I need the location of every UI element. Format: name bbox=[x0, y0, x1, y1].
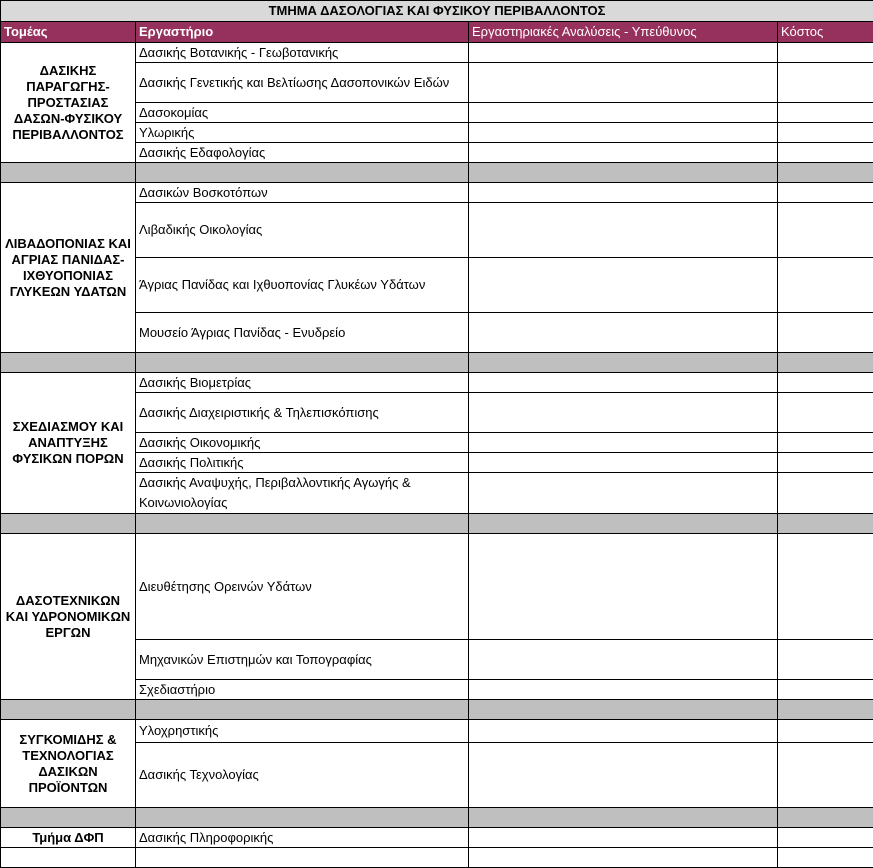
cost-cell[interactable] bbox=[778, 43, 873, 63]
cost-cell[interactable] bbox=[778, 143, 873, 163]
lab-cell[interactable]: Μηχανικών Επιστημών και Τοπογραφίας bbox=[136, 640, 469, 680]
analyses-cell[interactable] bbox=[469, 848, 778, 868]
separator-cell[interactable] bbox=[469, 700, 778, 720]
analyses-cell[interactable] bbox=[469, 313, 778, 353]
cost-cell[interactable] bbox=[778, 828, 873, 848]
cost-cell[interactable] bbox=[778, 103, 873, 123]
sector-cell[interactable]: ΔΑΣΙΚΗΣ ΠΑΡΑΓΩΓΗΣ-ΠΡΟΣΤΑΣΙΑΣ ΔΑΣΩΝ-ΦΥΣΙΚΟΥ ΠΕΡΙΒΑΛΛΟΝΤΟΣ bbox=[1, 43, 136, 163]
analyses-cell[interactable] bbox=[469, 743, 778, 808]
separator-row bbox=[1, 514, 873, 534]
analyses-cell[interactable] bbox=[469, 203, 778, 258]
lab-cell[interactable]: Διευθέτησης Ορεινών Υδάτων bbox=[136, 534, 469, 640]
table-row bbox=[1, 848, 873, 868]
lab-cell[interactable]: Σχεδιαστήριο bbox=[136, 680, 469, 700]
table-row bbox=[1, 43, 873, 63]
sector-cell[interactable] bbox=[1, 848, 136, 868]
separator-cell[interactable] bbox=[136, 700, 469, 720]
separator-cell[interactable] bbox=[469, 808, 778, 828]
title-row bbox=[1, 1, 873, 22]
analyses-cell[interactable] bbox=[469, 393, 778, 433]
separator-cell[interactable] bbox=[1, 808, 136, 828]
analyses-cell[interactable] bbox=[469, 123, 778, 143]
sector-cell[interactable]: ΣΥΓΚΟΜΙΔΗΣ & ΤΕΧΝΟΛΟΓΙΑΣ ΔΑΣΙΚΩΝ ΠΡΟΪΟΝΤΩΝ bbox=[1, 720, 136, 808]
cost-cell[interactable] bbox=[778, 433, 873, 453]
lab-cell[interactable]: Μουσείο Άγριας Πανίδας - Ενυδρείο bbox=[136, 313, 469, 353]
separator-cell[interactable] bbox=[136, 353, 469, 373]
lab-cell[interactable]: Δασικής Πολιτικής bbox=[136, 453, 469, 473]
separator-cell[interactable] bbox=[778, 353, 873, 373]
lab-cell[interactable]: Δασικής Βοτανικής - Γεωβοτανικής bbox=[136, 43, 469, 63]
separator-cell[interactable] bbox=[136, 163, 469, 183]
header-sector[interactable]: Τομέας bbox=[1, 22, 136, 43]
table-row bbox=[1, 373, 873, 393]
cost-cell[interactable] bbox=[778, 393, 873, 433]
cost-cell[interactable] bbox=[778, 720, 873, 743]
separator-cell[interactable] bbox=[1, 514, 136, 534]
lab-cell[interactable]: Δασικής Τεχνολογίας bbox=[136, 743, 469, 808]
analyses-cell[interactable] bbox=[469, 433, 778, 453]
table-row bbox=[1, 534, 873, 640]
sector-cell[interactable]: Τμήμα ΔΦΠ bbox=[1, 828, 136, 848]
cost-cell[interactable] bbox=[778, 373, 873, 393]
cost-cell[interactable] bbox=[778, 183, 873, 203]
lab-cell[interactable]: Υλωρικής bbox=[136, 123, 469, 143]
analyses-cell[interactable] bbox=[469, 828, 778, 848]
separator-cell[interactable] bbox=[469, 163, 778, 183]
analyses-cell[interactable] bbox=[469, 258, 778, 313]
lab-cell[interactable]: Δασικής Εδαφολογίας bbox=[136, 143, 469, 163]
analyses-cell[interactable] bbox=[469, 680, 778, 700]
analyses-cell[interactable] bbox=[469, 473, 778, 514]
sheet-title[interactable]: ΤΜΗΜΑ ΔΑΣΟΛΟΓΙΑΣ ΚΑΙ ΦΥΣΙΚΟΥ ΠΕΡΙΒΑΛΛΟΝΤΟΣ bbox=[1, 1, 873, 22]
table-row bbox=[1, 183, 873, 203]
lab-cell[interactable]: Δασικών Βοσκοτόπων bbox=[136, 183, 469, 203]
lab-cell[interactable]: Υλοχρηστικής bbox=[136, 720, 469, 743]
analyses-cell[interactable] bbox=[469, 43, 778, 63]
header-analyses[interactable]: Εργαστηριακές Αναλύσεις - Υπεύθυνος bbox=[469, 22, 778, 43]
separator-cell[interactable] bbox=[136, 514, 469, 534]
sector-cell[interactable]: ΣΧΕΔΙΑΣΜΟΥ ΚΑΙ ΑΝΑΠΤΥΞΗΣ ΦΥΣΙΚΩΝ ΠΟΡΩΝ bbox=[1, 373, 136, 514]
cost-cell[interactable] bbox=[778, 453, 873, 473]
header-row bbox=[1, 22, 873, 43]
cost-cell[interactable] bbox=[778, 640, 873, 680]
analyses-cell[interactable] bbox=[469, 534, 778, 640]
separator-cell[interactable] bbox=[778, 808, 873, 828]
cost-cell[interactable] bbox=[778, 473, 873, 514]
separator-row bbox=[1, 700, 873, 720]
analyses-cell[interactable] bbox=[469, 640, 778, 680]
separator-cell[interactable] bbox=[778, 514, 873, 534]
cost-cell[interactable] bbox=[778, 680, 873, 700]
separator-row bbox=[1, 353, 873, 373]
analyses-cell[interactable] bbox=[469, 183, 778, 203]
lab-cell[interactable]: Δασοκομίας bbox=[136, 103, 469, 123]
separator-row bbox=[1, 808, 873, 828]
separator-row bbox=[1, 163, 873, 183]
separator-cell[interactable] bbox=[469, 514, 778, 534]
lab-cell[interactable]: Δασικής Πληροφορικής bbox=[136, 828, 469, 848]
lab-cell[interactable]: Δασικής Οικονομικής bbox=[136, 433, 469, 453]
analyses-cell[interactable] bbox=[469, 720, 778, 743]
sector-cell[interactable]: ΛΙΒΑΔΟΠΟΝΙΑΣ ΚΑΙ ΑΓΡΙΑΣ ΠΑΝΙΔΑΣ-ΙΧΘΥΟΠΟΝΙΑΣ ΓΛΥΚΕΩΝ ΥΔΑΤΩΝ bbox=[1, 183, 136, 353]
table-row bbox=[1, 720, 873, 743]
analyses-cell[interactable] bbox=[469, 103, 778, 123]
cost-cell[interactable] bbox=[778, 743, 873, 808]
cost-cell[interactable] bbox=[778, 203, 873, 258]
separator-cell[interactable] bbox=[469, 353, 778, 373]
analyses-cell[interactable] bbox=[469, 63, 778, 103]
header-lab[interactable]: Εργαστήριο bbox=[136, 22, 469, 43]
separator-cell[interactable] bbox=[1, 353, 136, 373]
lab-cell[interactable] bbox=[136, 848, 469, 868]
analyses-cell[interactable] bbox=[469, 373, 778, 393]
header-cost[interactable]: Κόστος bbox=[778, 22, 873, 43]
separator-cell[interactable] bbox=[1, 700, 136, 720]
separator-cell[interactable] bbox=[778, 163, 873, 183]
cost-cell[interactable] bbox=[778, 63, 873, 103]
lab-cell[interactable]: Λιβαδικής Οικολογίας bbox=[136, 203, 469, 258]
cost-cell[interactable] bbox=[778, 123, 873, 143]
table-row bbox=[1, 828, 873, 848]
separator-cell[interactable] bbox=[1, 163, 136, 183]
lab-cell[interactable]: Δασικής Διαχειριστικής & Τηλεπισκόπισης bbox=[136, 393, 469, 433]
analyses-cell[interactable] bbox=[469, 453, 778, 473]
cost-cell[interactable] bbox=[778, 313, 873, 353]
analyses-cell[interactable] bbox=[469, 143, 778, 163]
cost-cell[interactable] bbox=[778, 848, 873, 868]
lab-cell[interactable]: Δασικής Βιομετρίας bbox=[136, 373, 469, 393]
lab-cell[interactable]: Άγριας Πανίδας και Ιχθυοπονίας Γλυκέων Υδάτων bbox=[136, 258, 469, 313]
lab-cell[interactable]: Δασικής Αναψυχής, Περιβαλλοντικής Αγωγής & Κοινωνιολογίας bbox=[136, 473, 469, 514]
separator-cell[interactable] bbox=[778, 700, 873, 720]
lab-cell[interactable]: Δασικής Γενετικής και Βελτίωσης Δασοπονικών Ειδών bbox=[136, 63, 469, 103]
cost-cell[interactable] bbox=[778, 534, 873, 640]
separator-cell[interactable] bbox=[136, 808, 469, 828]
cost-cell[interactable] bbox=[778, 258, 873, 313]
sector-cell[interactable]: ΔΑΣΟΤΕΧΝΙΚΩΝ ΚΑΙ ΥΔΡΟΝΟΜΙΚΩΝ ΕΡΓΩΝ bbox=[1, 534, 136, 700]
